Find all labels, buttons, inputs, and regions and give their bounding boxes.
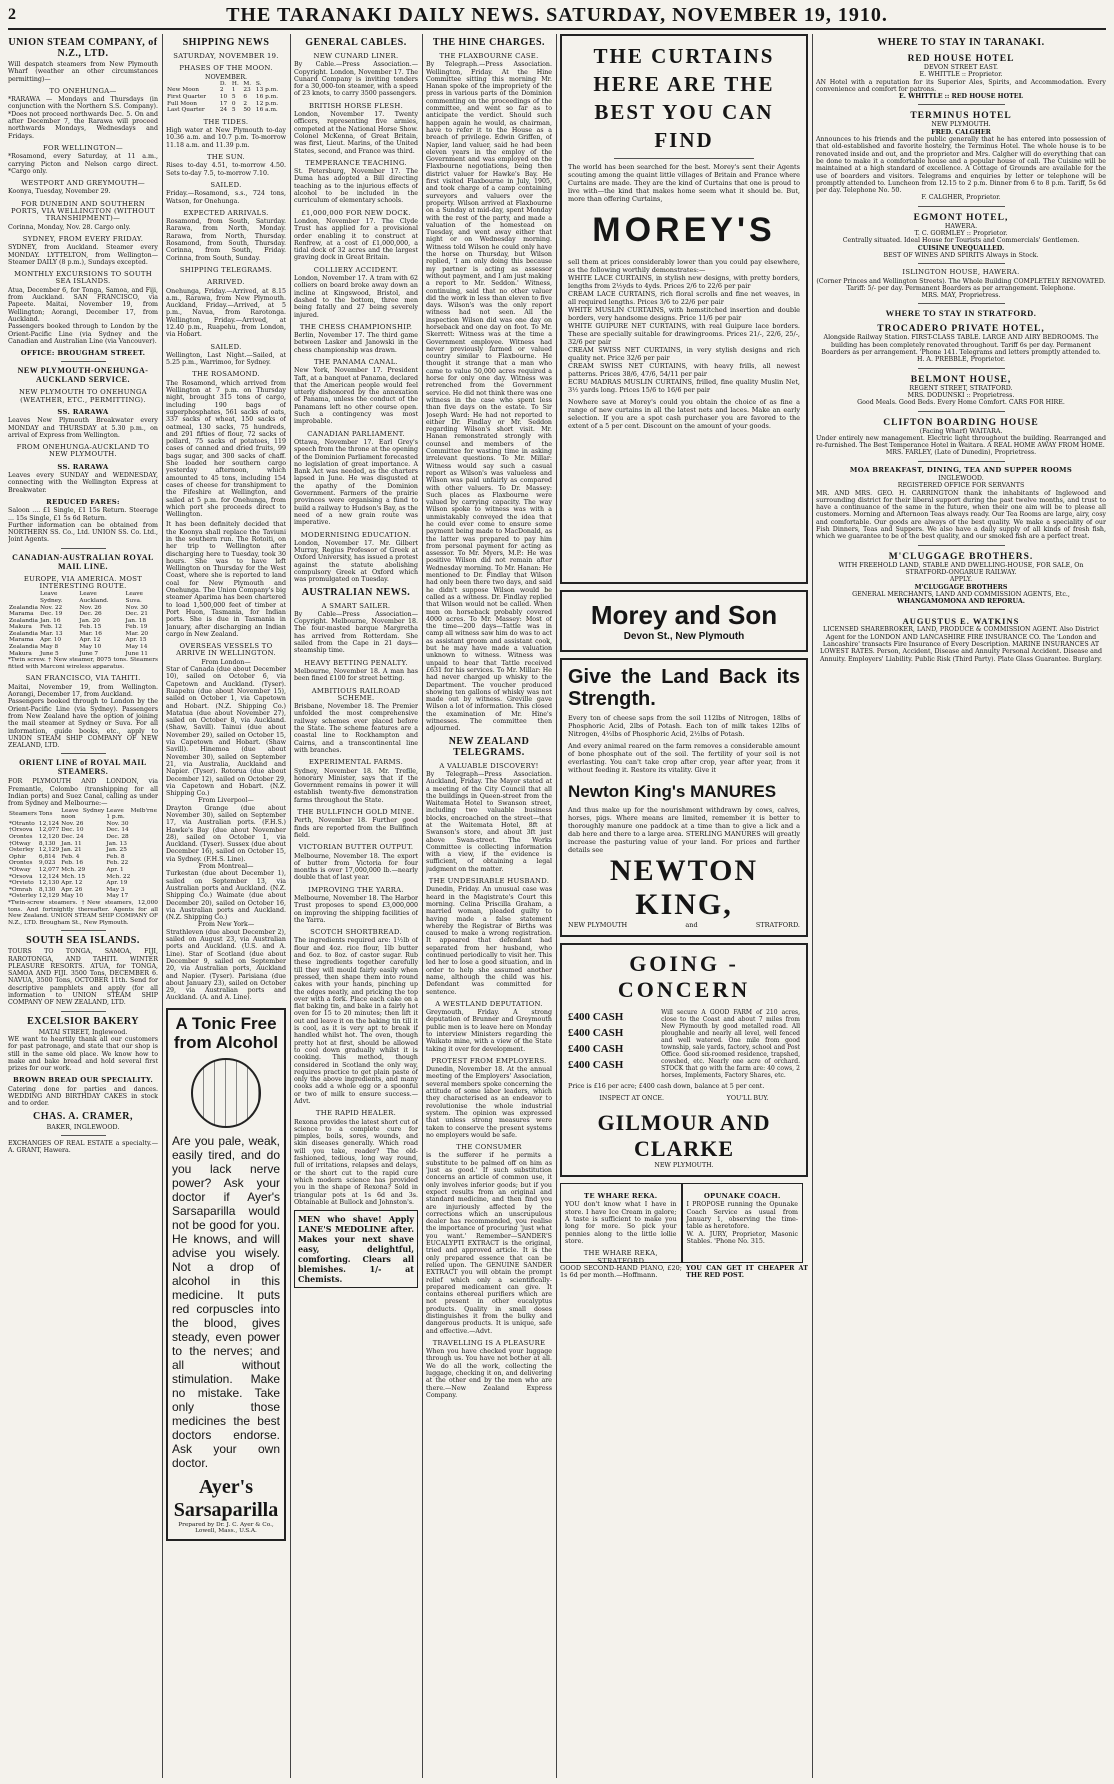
expected-heading: EXPECTED ARRIVALS. (183, 208, 269, 217)
hotel-address: NEW PLYMOUTH. (931, 121, 991, 129)
globe-icon (191, 1058, 261, 1128)
story-heading: IMPROVING THE YARRA. (308, 885, 404, 894)
story-text: Greymouth, Friday. A strong deputation of Brunner and Greymouth public men is to leave here on Monday to interview Ministers regarding the Waikato mine, with a view of the State taking it over for development. (426, 1009, 552, 1053)
watkins-text: LICENSED SHAREBROKER, LAND, PRODUCE & COMMISSION AGENT. Also District Agent for the LONDON AND LANCASHIRE FIRE INSURANCE CO. The 'London and Lancashire' transacts Fire Insurance of Every Description. MARINE INSURANCES AT LOWEST RATES. Person, Accident, Disease and Annuity Personal Accident. Disease and Annuity. Employers' Liability. Public Risk (Third Party). Plate Glass Guarantee. Burglary. (819, 626, 1103, 663)
montreal-text: Turkestan (due about December 1), sailed on September 13, via Australian ports and Auckland. (N.Z. Shipping Co.) Waimate (due about December 20), sailed on October 16, via Australian ports and Auckland. (N.Z. Shipping Co.) (166, 870, 286, 922)
whare-reka-footer: THE WHARE REKA, STRATFORD (583, 1249, 658, 1265)
page-number: 2 (8, 6, 16, 23)
sailed2-heading: SAILED. (210, 342, 242, 351)
koonya-text: It has been definitely decided that the Koonya shall replace the Taviuni in the southern run. The Rotoiti, on her trip to Wellington after discharging here to Tuesday, took 30 hours. She was to have left Wellington on Thursday for the West Coast, where she is reported to land coal for New Plymouth and Onehunga. The Union Company's big steamer Aparima has been chartered to load 1,500,000 feet of timber at Port Huon, Tasmania, for Indian ports. She is due in Tasmania in January, after discharging an Indian cargo in New Zealand. (166, 521, 286, 638)
np-ship-2: SS. RARAWA (57, 462, 109, 471)
moreys-logo: MOREY'S (592, 211, 776, 249)
nz-telegrams-title: NEW ZEALAND TELEGRAMS. (448, 735, 530, 758)
shipping-date: SATURDAY, NOVEMBER 19. (173, 52, 279, 60)
going-concern-title: GOING - CONCERN (617, 951, 751, 1003)
orient-text: FOR PLYMOUTH AND LONDON, via Fremantle, Colombo (transhipping for all Indian ports) and Suez Canal, calling as under from Sydney and Melbourne:— (8, 778, 158, 808)
wellington-text: *Rosamond, every Saturday, at 11 a.m., carrying Picton and Nelson cargo direct. *Cargo only. (8, 153, 158, 175)
table-row: Zealandia Nov. 22 Nov. 26 Nov. 30 (9, 604, 148, 611)
table-row: *Orvieto 12,130 Apr. 12 Apr. 19 (9, 880, 128, 887)
bakery-address: MATAI STREET, Inglewood. (38, 1028, 128, 1036)
newton-king-text-2: And every animal reared on the farm removes a considerable amount of bone phosphate out of the soil. The fertility of your soil is not everlasting. You can't take crop after crop, year after year, from it without feeding it. Restore its vitality. Give it (568, 742, 800, 774)
story-heading: VICTORIAN BUTTER OUTPUT. (298, 843, 414, 852)
hotel-proprietor: T. C. GORMLEY :: Proprietor. (914, 230, 1008, 238)
column-rule (556, 34, 557, 1778)
newton-king-headline: Give the Land Back its Strength. (568, 666, 800, 710)
divider (61, 930, 106, 931)
column-general-cables (294, 34, 418, 1778)
newton-king-name: NEWTON KING, (609, 854, 759, 921)
bakery-catering: Catering done for parties and dances. WEDDING AND BIRTHDAY CAKES in stock and to order. (8, 1085, 158, 1108)
list-item: CREAM SWISS NET CURTAINS, with heavy frills, all newest patterns. Prices 38/6, 47/6, 54/11 per pair (568, 362, 800, 378)
curtain-list (568, 274, 800, 394)
table-row: Last Quarter 24 5 50 16 a.m. (167, 107, 278, 114)
from-montreal: From Montreal— (198, 863, 254, 871)
hotel-name: RED HOUSE HOTEL (907, 54, 1015, 64)
table-row: New Moon 2 1 23 13 p.m. (167, 87, 279, 94)
divider (61, 1135, 106, 1136)
story-text: London, November 17. Twenty officers, representing five armies, competed at the National Horse Show. Colonel McKenna, of Great Britain, was first, Lieut. Marins, of the United States, second, and France was third. (294, 111, 418, 155)
story-text: By Cable—Press Association—Copyright. Melbourne, November 18. The four-masted barque Margretha has arrived from Rotterdam. She sailed from the Cape in 21 days—steamship time. (294, 610, 418, 655)
sun-heading: THE SUN. (206, 153, 246, 162)
moon-table (166, 81, 286, 114)
fares-heading: REDUCED FARES: (46, 497, 120, 506)
expected-text: Rosamond, from South, Saturday. Rarawa, from North, Monday. Rarawa, from North, Thursday. Rosamond, from South, Thursday. Corinna, from South, Friday. Corinna, from South, Sunday. (166, 218, 286, 262)
tides-text: High water at New Plymouth to-day 10.36 a.m. and 10.7 p.m. To-morrow 11.18 a.m. and 11.39 p.m. (166, 127, 286, 149)
office-line: OFFICE: BROUGHAM STREET. (20, 349, 146, 358)
location-label: STRATFORD. (755, 921, 800, 929)
story-text: Melbourne, November 18. A man has been fined £100 for street betting. (294, 667, 418, 683)
story-heading: THE UNDESIRABLE HUSBAND. (428, 877, 550, 886)
tea-rooms-location: INGLEWOOD. (938, 474, 984, 482)
story-text: St. Petersburg, November 17. The Duma has adopted a Bill directing teaching as to the injurious effects of alcohol to be included in the curriculum of elementary schools. (294, 168, 418, 205)
story-heading: AMBITIOUS RAILROAD SCHEME. (311, 686, 401, 702)
story-text: Rexona provides the latest short cut of science to a complete cure for pimples, boils, sores, wounds, and skin diseases generally. Which road will you take, reader? The old-fashioned, tedious, long way round, full of irritations, relapses and delays, or the short cut to the rapid cure which modern science has provided you in the shape of Rexona? Sold in triangular pots at 1s 6d and 3s. Obtainable at Bullock and Johnston's. (294, 1118, 418, 1206)
divider (918, 368, 1005, 369)
hotel-name: CLIFTON BOARDING HOUSE (883, 417, 1039, 428)
table-row: *Otway 12,077 Mch. 29 Apr. 1 (9, 866, 124, 873)
liverpool-text: Drayton Grange (due about November 30), sailed on September 17, via Australian ports. (F.H.S.) Hawke's Bay (due about November 28), sailed on October 1, via Auckland. (Tyser). Sussex (due about December 16), sailed on October 15, via Sydney. (F.H.S. Line). (166, 804, 286, 863)
story-text: Brisbane, November 18. The Premier unfolded the most comprehensive railway schemes ever placed before the State. The scheme features are a coastal line to Rockhampton and Cairns, and a transcontinental line with branches. (294, 703, 418, 754)
hotel-proprietor: E. WHITTLE :: Proprietor. (919, 71, 1003, 79)
table-header: M. (243, 80, 252, 87)
excursion-heading: MONTHLY EXCURSIONS TO SOUTH SEA ISLANDS. (14, 270, 152, 286)
hotel-address: HAWERA. (944, 222, 978, 230)
hotel-address: REGENT STREET, STRATFORD. (909, 384, 1013, 392)
divider (918, 545, 1005, 546)
table-row: Marama Dec. 19 Dec. 26 Dec. 21 (9, 611, 148, 618)
story-heading: EXPERIMENTAL FARMS. (308, 758, 404, 767)
whare-reka-title: TE WHARE REKA. (584, 1192, 658, 1201)
story-heading: BRITISH HORSE FLESH. (308, 101, 404, 110)
bakery-speciality: BROWN BREAD OUR SPECIALITY. (12, 1076, 154, 1085)
table-row: †Orsova 12,077 Dec. 10 Dec. 14 (9, 827, 129, 834)
column-rule (812, 34, 813, 1778)
table-row: Zealandia Jan. 16 Jan. 20 Jan. 18 (9, 617, 147, 624)
divider (61, 1011, 106, 1012)
newspaper-title: THE TARANAKI DAILY NEWS. SATURDAY, NOVEMBER 19, 1910. (226, 4, 888, 26)
going-concern-price: Price is £16 per acre; £400 cash down, balance at 5 per cent. (568, 1083, 765, 1091)
london-text: Star of Canada (due about December 10), sailed on October 6, via Capetown and Auckland. (Tyser). Ruapehu (due about November 15), sailed on October 1, via Capetown and Hobart. (N.Z. Shipping Co.) Matatua (due about November 27), sailed on October 8, via Auckland. (Shaw, Savill). Tainui (due about November 29), sailed on October 15, via Capetown and Hobart. (Shaw Savill). Hinemoa (due about November 30), sailed on September 21, via Australia, Auckland and Napier. (Tyser). Rotorua (due about December 12), sailed on October 29, via Capetown and Hobart. (N.Z. Shipping Co.) (166, 666, 286, 798)
table-row: *Omrah 8,130 Apr. 26 May 3 (9, 886, 125, 893)
hotel-text: Alongside Railway Station. FIRST-CLASS TABLE. LARGE AND AIRY BEDROOMS. The building has been completely renovated throughout. Tariff 6s per day. Permanent Boarders as per arrangement. 'Phone 141. Telegrams and letters promptly attended to. (821, 334, 1101, 357)
bakery-owner-address: BAKER, INGLEWOOD. (46, 1123, 120, 1131)
newton-king-text-1: Every ton of cheese saps from the soil 112lbs of Nitrogen, 18lbs of Phosphoric Acid, 2lbs of Potash. Each ton of milk takes 12lbs of Nitrogen, 4½lbs of Phosphoric Acid, 2½lbs of Potash. (568, 714, 800, 738)
hotel-text: Good Meals. Good Beds. Every Home Comfort. CARS FOR HIRE. (857, 399, 1065, 407)
bakery-title: EXCELSIOR BAKERY (27, 1015, 139, 1027)
table-row: Zealandia Mar. 13 Mar. 16 Mar. 20 (9, 630, 149, 637)
sailed-text: Friday.—Rosamond, s.s., 724 tons, Watson, for Onehunga. (166, 190, 286, 205)
ssi-text: TOURS TO TONGA, SAMOA, FIJI, RAROTONGA, AND TAHITI. WINTER PLEASURE RESORTS. ATUA, for TONGA, SAMOA AND FIJI. 3500 Tons, DECEMBER 6. NAVUA, 3500 Tons, OCTOBER 11th. Send for descriptive pamphlets and apply (for all information to UNION STEAM SHIP COMPANY OF NEW ZEALAND, LTD. (8, 948, 158, 1007)
passengers-text: Passengers booked through to London by the Orient-Pacific Line (via Sydney and the Canadian and Australian Line (via Vancouver). (8, 323, 158, 345)
divider (61, 548, 106, 549)
divider (918, 104, 1005, 105)
newton-king-locations (568, 922, 800, 929)
story-heading: THE RAPID HEALER. (315, 1109, 397, 1118)
hotel-proprietor: FRED. CALGHER (931, 128, 991, 136)
excursion-text: Atua, December 6, for Tonga, Samoa, and Fiji, from Auckland. SAN FRANCISCO, via Papeete. Maitai, November 19, from Wellington; Aorangi, December 17, from Auckland. (8, 286, 158, 323)
list-item: WHITE MUSLIN CURTAINS, with hemstitched insertion and double borders, very handsome designs. Price 11/6 per pair (568, 306, 800, 322)
going-concern-ad (560, 943, 808, 1177)
canadian-heading: EUROPE, VIA AMERICA. MOST INTERESTING ROUTE. (23, 574, 143, 591)
arrived-heading: ARRIVED. (207, 278, 245, 287)
list-item: WHITE GUIPURE NET CURTAINS, with real Guipure lace borders. These are specially suitable for drawingrooms. Prices 21/-, 22/6, 25/-, 32/6 per pair (568, 322, 800, 346)
story-text: Dunedin, Friday. An unusual case was heard in the Magistrate's Court this morning. Celina Priscilla Graham, a married woman, pleaded guilty to having made a false statement whereby the Registrar of Births was caused to make a wrong registration. It appeared that defendant had separated from her husband, who continued periodically to visit her. This led her to lose a good situation, and in order to help she assumed another name, although the child was his. Defendant was committed for sentence. (426, 886, 552, 996)
general-cables-title: GENERAL CABLES. (305, 37, 407, 48)
hotel-text: Centrally situated. Ideal House for Tourists and Commercials' Gentlemen. (842, 237, 1080, 245)
table-header: Leave Melb'rne 1 p.m. (106, 807, 157, 821)
rosamond-heading: THE ROSAMOND. (192, 370, 260, 379)
story-text: New York, November 17. President Taft, at a banquet at Panama, declared that the American people would feel utterly dishonored by the annexation of Panama, unless the conduct of the Panamans left no other course open. Such a contingency was most improbable. (294, 367, 418, 426)
list-item: CREAM LACE CURTAINS, rich floral scrolls and fine net weaves, in all required lengths. Prices 3/6 to 22/6 per pair (568, 290, 800, 306)
story-text: By Cable.—Press Association.—Copyright. London, November 17. The Cunard Company is inviting tenders for a 30,000-ton steamer, with a speed of 23 knots, to carry 3500 passengers. (294, 61, 418, 98)
np-heading-2: FROM ONEHUNGA-AUCKLAND TO NEW PLYMOUTH. (16, 443, 150, 459)
mccluggage-name: M'CLUGGAGE BROTHERS (914, 583, 1008, 591)
divider (918, 411, 1005, 412)
opunake-text: I PROPOSE running the Opunake Coach Service as usual from January 1, observing the time-table as heretofore. (686, 1201, 799, 1231)
usc-intro: Will despatch steamers from New Plymouth Wharf (weather an other circumstances permitting)— (8, 61, 158, 83)
table-header: Leave Sydney noon (61, 807, 105, 821)
table-header: Steamers (9, 810, 37, 817)
table-row: Osterley 12,129 Jan. 21 Jan. 25 (9, 847, 127, 854)
hotel-name: TROCADERO PRIVATE HOTEL, (877, 324, 1045, 335)
gilmour-clarke-name: GILMOUR AND CLARKE (597, 1109, 771, 1161)
column-rule (290, 34, 291, 1778)
np-heading-1: NEW PLYMOUTH TO ONEHUNGA (WEATHER, ETC., PERMITTING). (19, 388, 147, 404)
curtains-outro: Nowhere save at Morey's could you obtain the choice of as fine a range of new curtains in all the latest nets and laces. Make an early selection. If you are a spot cash purchaser you are favored to the extent of a 5 per cent. Discount on the amount of your goods. (568, 398, 800, 430)
orient-notes: *Twin-screw steamers. †New steamers, 12,000 tons. And fortnightly thereafter. Agents for all New Zealand. UNION STEAM SHIP COMPANY OF N.Z., LTD. Brougham St., New Plymouth. (8, 899, 158, 926)
australian-news-title: AUSTRALIAN NEWS. (301, 586, 411, 598)
opunake-coach-ad (682, 1183, 804, 1263)
cash-line: £400 CASH (568, 1011, 624, 1024)
table-header: D. (219, 80, 227, 87)
newyork-text: Strathleven (due about December 2), sailed on August 23, via Australian ports and Auckland. (U.S. and A. Line). Star of Scotland (due about December 9, sailed on September 20, via Australian ports, Auckland and Napier. (Tyser). Parisiana (due about January 23), sailed on October 29, via Australian ports and Auckland. (A. and A. Line). (166, 928, 286, 1002)
story-heading: PROTEST FROM EMPLOYERS. (431, 1056, 547, 1065)
divider (918, 303, 1005, 304)
opunake-title: OPUNAKE COACH. (703, 1192, 781, 1201)
lanes-medoline-ad: MEN who shave! Apply LANE'S MEDOLINE after. Makes your next shave easy, delightful, comforting. Clears all blemishes. 1/- at Chemists. (294, 1210, 418, 1288)
np-text-1: Leaves New Plymouth Breakwater every MONDAY and THURSDAY at 5.30 p.m., on arrival of Express from Wellington. (8, 417, 158, 439)
cash-line: £400 CASH (568, 1059, 624, 1072)
story-text: When you have checked your luggage through us. You have not bother at all. We do all the work, collecting the luggage, checking it on, and delivering at the other end by the men who are there.—New Zealand Express Company. (426, 1348, 552, 1399)
going-concern-text: Will secure A GOOD FARM of 210 acres, close to the Coast and about 7 miles from New Plymouth by good metalled road. All ploughable and nearly all level, well fenced and well watered. One mile from good township, sale yards, factory, school and Post Office. Good six-roomed residence, trapshed, cowshed, etc. Nearly one acre of orchard. STOCK that go with the farm are: 40 cows, 2 horses, Implements, Factory Shares, etc. (661, 1009, 800, 1080)
exchanges-ad: EXCHANGES OF REAL ESTATE a specialty.—A. GRANT, Hawera. (8, 1139, 158, 1155)
hotel-cuisine: CUISINE UNEQUALLED. (917, 244, 1005, 252)
story-text: Melbourne, November 18. The export of butter from Victoria for four months is over 17,000,000 lb.—nearly double that of last year. (294, 852, 418, 882)
column-shipping-news (166, 34, 286, 1778)
orient-schedule (8, 808, 158, 900)
story-text: The ingredients required are: 1½lb of flour and 4oz. rice flour, 1lb butter and 6oz. to 8oz. of castor sugar. Rub these ingredients together carefully till they will mould fairly easily when pressed, then shape them into round cakes with your hands, pinching up the edges neatly, and pricking the top over with a fork. Place each cake on a flat baking tin, and bake in a fairly hot oven for 15 to 20 minutes; then lift it out and leave it on the baking tin till it is cool, as it is very apt to break if handled whilst hot. The oven, though pretty hot at first, should be allowed to cool down gradually whilst it is cooking. This method, though considered in Scotland the only way, requires practice to get plain paste of only the above ingredients, and many cooks add a whole egg or a spoonful or two of milk to ensure success.—Advt. (294, 937, 418, 1105)
hotel-address: (Facing Wharf) WAITARA. (919, 427, 1003, 435)
watkins-title: AUGUSTUS E. WATKINS (902, 616, 1020, 627)
column-display-ads (560, 34, 808, 1778)
inspect-label: INSPECT AT ONCE. (599, 1094, 664, 1102)
divider (614, 158, 753, 159)
table-row: †Otway 8,130 Jan. 11 Jan. 13 (9, 840, 127, 847)
hotel-name: ISLINGTON HOUSE, HAWERA. (902, 268, 1020, 277)
story-heading: A SMART SAILER. (321, 601, 391, 610)
red-post-ad: YOU CAN GET IT CHEAPER AT THE RED POST. (686, 1264, 808, 1280)
story-heading: £1,000,000 FOR NEW DOCK. (301, 208, 411, 217)
moreys-curtains-ad (560, 34, 808, 584)
bakery-text: WE want to heartily thank all our customers for past patronage, and state that our shop is still in the same old place. We know how to make and bake bread and hold several first prizes for our work. (8, 1035, 158, 1073)
table-row: Orontes 9,023 Feb. 16 Feb. 22 (9, 860, 129, 867)
location-and: and (685, 921, 698, 929)
hotel-name: EGMONT HOTEL, (913, 212, 1009, 223)
opunake-footer: W. A. JURY, Proprietor, Masonic Stables. 'Phone No. 315. (686, 1230, 799, 1245)
rosamond-text: The Rosamond, which arrived from Wellington at 7 p.m. on Thursday night, brought 315 tons of cargo, including 190 bags of superphosphates, 561 sacks of oats, 337 sacks of wheat, 150 sacks of oatmeal, 130 sacks, 75 hundreds, and 291 fifties of flour, 72 sacks of pollard, 75 sacks of potatoes, 119 cases of canned and dried fruits, 99 bags sugar, and 300 sacks of chaff. She loaded her southern cargo yesterday afternoon, which amounted to 45 tons, including 154 cases of cheese for transhipment to the Fifeshire at Wellington, and sailed at 5 p.m. for Onehunga, from which port she proceeds direct to Wellington. (166, 379, 286, 519)
moon-month: NOVEMBER. (204, 73, 248, 81)
fares-footer: Further information can be obtained from NORTHERN SS. Co., Ltd. UNION SS. Co. Ltd., Joint Agents. (8, 521, 158, 544)
tea-rooms-registered: REGISTERED OFFICE FOR SERVANTS (897, 482, 1025, 490)
onehunga-heading: TO ONEHUNGA— (49, 86, 117, 95)
hotel-footer: E. WHITTLE :: RED HOUSE HOTEL (898, 93, 1024, 101)
column-rule (422, 34, 423, 1778)
story-text: Perth, November 18. Further good finds are reported from the Bullfinch field. (294, 817, 418, 839)
canadian-schedule (8, 591, 158, 657)
newton-king-manures: Newton King's MANURES (568, 782, 777, 801)
newton-king-ad (560, 658, 808, 937)
table-header: Leave Sydney. (39, 591, 63, 604)
column-hine-charges (426, 34, 552, 1778)
ayers-title: A Tonic Free from Alcohol (173, 1013, 279, 1052)
divider (918, 609, 1005, 610)
sydney-heading: SYDNEY, FROM EVERY FRIDAY. (22, 234, 144, 243)
ayers-body: Are you pale, weak, easily tired, and do you lack nerve power? Ask your doctor if Ayer's Sarsaparilla would not be good for you. He knows, and will advise you wisely. Not a drop of alcohol in this medicine. It puts red corpuscles into the blood, gives steady, even power to the nerves; and all without stimulation. Make no mistake. Take only those medicines the best doctors endorse. Ask your own doctor. (172, 1133, 280, 1470)
table-header: Leave Auckland. (79, 591, 109, 604)
story-text: Dunedin, November 18. At the annual meeting of the Employers' Association, several members spoke concerning the attitude of some labor leaders, which they characterised as an endeavor to revolutionise the whole industrial system. The opinion was expressed that unless strong measures were taken to conserve the present systems no employers would be safe. (426, 1066, 552, 1139)
story-heading: A WESTLAND DEPUTATION. (435, 999, 543, 1008)
story-heading: HEAVY BETTING PENALTY. (304, 658, 408, 667)
mccluggage-title: M'CLUGGAGE BROTHERS. (888, 551, 1034, 562)
hotel-wines: BEST OF WINES AND SPIRITS Always in Stock. (883, 251, 1039, 259)
cash-line: £400 CASH (568, 1027, 624, 1040)
westport-text: Koonya, Tuesday, November 29. (8, 188, 111, 196)
divider (918, 206, 1005, 207)
curtains-intro: The world has been searched for the best. Morey's sent their Agents scouting among the quaint little villages of Britain and France where Curtains are made. They are the kind of Curtains that one is proud to live with—the kind that makes home seem what it should be. But, more than offering Curtains, (568, 163, 800, 203)
from-new-york: From New York— (197, 921, 255, 929)
cash-line: £400 CASH (568, 1043, 624, 1056)
hine-charges-title: THE HINE CHARGES. (432, 37, 546, 48)
stratford-title: WHERE TO STAY IN STRATFORD. (885, 308, 1037, 319)
hotel-proprietor: MRS. MAY, Proprietress. (921, 292, 1001, 300)
story-heading: MODERNISING EDUCATION. (300, 530, 412, 539)
sf-heading: SAN FRANCISCO, VIA TAHITI. (25, 674, 141, 683)
hotel-proprietor: MRS. FARLEY, (Late of Dunedin), Proprietress. (885, 449, 1037, 457)
table-header: H. (231, 80, 239, 87)
table-row: Full Moon 17 0 2 12 p.m. (167, 100, 279, 107)
morey-and-son-title: Morey and Son (590, 600, 778, 630)
morey-and-son-address: Devon St., New Plymouth (623, 631, 745, 642)
masthead (8, 4, 1106, 30)
hotel-text: (Corner Princes and Wellington Streets). The Whole Building COMPLETELY RENOVATED. Tariff: 5/- per day. Permanent Boarders as per arrangement. Telephone. (816, 277, 1106, 292)
hotel-text: Under entirely new management. Electric light throughout the building. Rearranged and re-furnished. The Best Temperance Hotel in Waitara. A REAL HOME AWAY FROM HOME. (816, 434, 1106, 450)
moon-heading: PHASES OF THE MOON. (179, 64, 273, 73)
np-ship-1: SS. RARAWA (57, 407, 109, 416)
fares-text: Saloon .... £1 Single, £1 15s Return. Steerage ... 15s Single, £1 5s 6d Return. (8, 507, 158, 522)
story-heading: THE PANAMA CANAL. (313, 357, 399, 366)
story-text: Ottawa, November 17. Earl Grey's speech from the throne at the opening of the Dominion Parliament forecasted no legislation of great importance. A Bank Act was needed, as the charters lapsed in June. He was disgusted at the apathy of the Dominion Government. Farmers of the prairie provinces were organising a fund to build a railway to Hudson's Bay, as the need of a new grain route was imperative. (294, 438, 418, 527)
ayers-footer: Prepared by Dr. J. C. Ayer & Co., Lowell, Mass., U.S.A. (178, 1521, 274, 1535)
wellington-heading: FOR WELLINGTON— (43, 143, 123, 152)
hotel-name: TERMINUS HOTEL (910, 111, 1012, 122)
story-heading: TEMPERANCE TEACHING. (305, 158, 407, 167)
canadian-title: CANADIAN-AUSTRALIAN ROYAL MAIL LINE. (12, 552, 154, 571)
divider (61, 753, 106, 754)
np-text-2: Leaves every SUNDAY and WEDNESDAY, connecting with the Wellington Express at Breakwater. (8, 472, 158, 494)
column-rule (162, 34, 163, 1778)
table-header: Leave Suva. (125, 591, 143, 604)
list-item: WHITE LACE CURTAINS, in stylish new designs, with pretty borders, lengths from 2½yds to 4yds. Prices 2/6 to 22/6 per pair (568, 274, 800, 290)
location-label: NEW PLYMOUTH (568, 921, 628, 929)
table-row: Makura Feb. 12 Feb. 15 Feb. 19 (9, 624, 148, 631)
column-shipping-ads (8, 34, 158, 1778)
hotel-proprietor: H. A. PREBBLE, Proprietor. (916, 356, 1006, 364)
whare-reka-ad (560, 1183, 682, 1263)
table-row: Marama Apr. 10 Apr. 12 Apr. 15 (9, 637, 147, 644)
shipping-news-title: SHIPPING NEWS (182, 37, 270, 48)
mccluggage-jobs: GENERAL MERCHANTS, LAND AND COMMISSION AGENTS, Etc., (852, 590, 1070, 598)
sailed2-text: Wellington, Last Night.—Sailed, at 5.25 p.m., Warrimoo, for Sydney. (166, 351, 286, 367)
story-text: Sydney, November 18. Mr. Treflle, honorary Minister, says that if the Government remains in power it will establish twenty-five demonstration farms throughout the State. (294, 767, 418, 804)
dunedin-heading: FOR DUNEDIN AND SOUTHERN PORTS, VIA WELLINGTON (WITHOUT TRANSHIPMENT)— (11, 199, 155, 223)
story-heading: THE BULLFINCH GOLD MINE. (297, 808, 415, 817)
hotel-text: AN Hotel with a reputation for its Superior Ales, Spirits, and Accommodation. Every convenience and comfort for patrons. (816, 78, 1106, 93)
sf-text: Maitai, November 19, from Wellington. Aorangi, December 17, from Auckland. (8, 683, 158, 699)
tea-rooms-title: MOA BREAKFAST, DINING, TEA AND SUPPER ROOMS (849, 465, 1073, 474)
hotel-footer: F. CALGHER, Proprietor. (921, 194, 1001, 202)
sf-passengers: Passengers booked through to London by the Orient-Pacific Line (via Sydney). Passengers from New Zealand have the option of joining the mail steamer at Sydney or Suva. For all information, guide books, etc., apply to UNION STEAM SHIP COMPANY OF NEW ZEALAND, LTD. (8, 698, 158, 750)
table-row: *Orsova 12,124 Mch. 15 Mch. 22 (9, 873, 131, 880)
divider (918, 461, 1005, 462)
story-heading: TRAVELLING IS A PLEASURE (432, 1338, 546, 1347)
ayers-ad (166, 1008, 286, 1541)
hotel-address: DEVON STREET EAST. (923, 64, 999, 71)
story-heading: A VALUABLE DISCOVERY! (439, 761, 539, 770)
hotel-name: BELMONT HOUSE, (910, 374, 1012, 385)
story-heading: THE FLAXBOURNE CASE. (439, 52, 539, 60)
orient-title: ORIENT LINE of ROYAL MAIL STEAMERS. (19, 758, 147, 777)
divider (61, 361, 106, 362)
telegrams-heading: SHIPPING TELEGRAMS. (179, 265, 273, 274)
newton-king-text-3: And thus make up for the nourishment withdrawn by cows, calves, horses, pigs. Where means are limited, remember it is better to thoroughly manure one paddock at a time than to give a lick and a dab here and there to a large area. STERLING MANURES will greatly increase the pasturing value of your land. For prices and further details see (568, 806, 800, 854)
where-to-stay-title: WHERE TO STAY IN TARANAKI. (877, 37, 1045, 48)
gilmour-clarke-location: NEW PLYMOUTH. (654, 1161, 714, 1169)
westport-heading: WESTPORT AND GREYMOUTH— (21, 179, 145, 188)
ayers-brand: Ayer's Sarsaparilla (173, 1475, 279, 1521)
tea-rooms-text: MR. AND MRS. GEO. H. CARRINGTON thank the inhabitants of Inglewood and surrounding district for their liberal support during the past twelve months, and trust to have a continuance of the same in the future, when their one aim will be to please all customers. Morning and Afternoon Teas always ready. Our Tea Rooms are large, airy, cosy and comfortable. Our goods are always of the best quality. We make a speciality of our Fish Dinners, Teas and Suppers. We also have a daily supply of all kinds of fresh fish, which we guarantee to be of the best quality, and our smoked fish are a perfect treat. (816, 489, 1106, 541)
hotel-proprietor: MRS. DODUNSKI :: Proprietress. (907, 391, 1015, 399)
piano-ad: GOOD SECOND-HAND PIANO, £20; 1s 6d per month.—Hoffmann. (560, 1264, 682, 1280)
from-liverpool: From Liverpool— (198, 797, 254, 805)
story-text: is the sufferer if he permits a substitute to be palmed off on him as 'just as good.' If such substitution concerns an article of common use, it only involves inferior goods; but if you expect results from an original and standard medicine, and then find you are injuriously affected by the corrections which an unscrupulous dealer has recommended, you realise the importance of procuring 'just what you want.' Remember—SANDER'S EUCALYPTI EXTRACT is the original, tried and approved article. It is the only prepared essence that can be relied upon. The GENUINE SANDER EXTRACT you will obtain the prompt relief which only a scientifically-prepared medicament can give. It contains ethereal purifiers which are not present in other eucalyptus products. Quality in small doses distinguishes it from the bulky and dangerous products. It is unique, safe and effective.—Advt. (426, 1152, 552, 1335)
curtains-sub: sell them at prices considerably lower than you could pay elsewhere, as the following worthily demonstrates:— (568, 258, 800, 274)
table-header: S. (255, 80, 262, 87)
story-heading: NEW CUNARD LINER. (313, 52, 399, 60)
arrived-text: Onehunga, Friday.—Arrived, at 8.15 a.m., Rarawa, from New Plymouth. Auckland, Friday.—Arrived, at 5 p.m., Navua, from Rarotonga. Wellington, Friday.—Arrived, at 12.40 p.m., Ruapehu, from London, via Hobart. (166, 287, 286, 339)
onehunga-text: *RARAWA — Mondays and Thursdays (in conjunction with the Northern S.S. Company). *Does not proceed northwards Dec. 5. On and after December 7, the Rarawa will proceed northwards Mondays, Wednesdays and Fridays. (8, 96, 158, 140)
whare-reka-text: YOU don't know what I have in store. I have Ice Cream in galore; A taste is sufficient to make you long for more. So pick your pennies along to the little lollie store. (565, 1201, 677, 1245)
sailed-heading: SAILED. (210, 180, 242, 189)
story-heading: SCOTCH SHORTBREAD. (310, 928, 402, 937)
buy-label: YOU'LL BUY. (726, 1094, 769, 1102)
usc-title: UNION STEAM COMPANY, of N.Z., LTD. (8, 37, 158, 59)
table-row: Makura June 5 June 7 June 11 (9, 650, 148, 657)
story-text: By Telegraph.—Press Association. Wellington, Friday. At the Hine Committee sitting this morning Mr. Hanan spoke of the impropriety of the press in various parts of the Dominion commenting on the proceedings of the committee, and went so far as to anticipate the verdict. Should such happen again he would, as chairman, have to refer it to the House as a breach of privilege. Edwin Griffen, of Napier, land valuer, said he had been eleven years in the employ of the Government and was employed on the Flaxbourne negotiations, being then district valuer for Hawke's Bay. He first visited Flaxbourne in July, 1905, and took charge of a camp containing surveyors and valuers over the property. Wilson arrived at Flaxbourne on a Sunday at mid-day, spent Monday with the rest of the party, and made a valuation of the homestead on Tuesday, and went away either that night or on Wednesday morning. Witness told Wilson he could only have the horse on Thursday, but Wilson replied, 'I am only doing this because my partner is acting as assessor without payment, and I am just making a report to Mr. Seddon.' Witness, continuing, said that no other valuer did the work in less than eleven to five days. Wilson's was the only report witness had not seen. All the inspection Wilson did was one day on horseback and one day on foot. To Mr. Skerrett: Witness was at the time a Government employee. Witness had never previously farmed or valued country similar to Flaxbourne. He thought it strange that a man who came to value 50,000 acres required a horse for only one day. Witness was retrenched from the Government service. He did not think there was one witness in the case who spent less than five days on the estate. To Sir Joseph Ward: He had not reported to either Dr. Findlay or Mr. Seddon regarding Wilson's short visit. Mr. Hanan remonstrated strongly with counsel and members of the Committee for wasting time in asking irrelevant questions. To Mr. Millar: Witness would say such a casual report as Wilson's was valueless and Wilson was paid unfairly as compared with other valuers. To Dr. Massey: Such places as Flaxbourne were valued by carrying capacity. The way Wilson spoke to witness was with a unmistakably conveyed the idea that he could ever come to ensure some payment being made to MacDonald, as the latter was prepared to pay him from personal payment for acting as assessor. To Mr. Myers, M.P.: He was positive Wilson did not remain after Wednesday morning. To Mr. Hanan: He mentioned to Dr. Findlay that Wilson had only been there two days, and said he didn't suppose Wilson would be called as a witness. Dr. Findlay replied that Wilson would not be called. When men on horseback probably covered 4000 acres. To Mr. Massey: Most of the time—200 days—Tattle was in camp all witness saw him do was to act as assistant groom and assistant cook, but he may have made a valuation unknown to witness. Witness was unpaid to hear that Tattle received £631 for his services. To Mr. Millar: He had never charged up whisky to the Department. The voucher produced showing ten gallons of whisky was not made out by witness. Greville gave Wilson a lot of information. This closed the examination of Mr. Hine's witnesses. The committee then adjourned. (426, 61, 552, 733)
story-heading: THE CONSUMER (456, 1143, 522, 1152)
table-row: Ophir 6,814 Feb. 4 Feb. 8 (9, 853, 125, 860)
story-heading: THE CHESS CHAMPIONSHIP. (299, 322, 413, 331)
overseas-heading: OVERSEAS VESSELS TO ARRIVE IN WELLINGTON. (176, 642, 276, 658)
table-row: First Quarter 10 5 6 16 p.m. (167, 94, 279, 101)
sun-text: Rises to-day 4.51, to-morrow 4.50. Sets to-day 7.5, to-morrow 7.10. (166, 162, 286, 177)
mccluggage-locations: WHANGAMOMONA AND REPORUA. (897, 598, 1025, 606)
column-where-to-stay (816, 34, 1106, 1778)
table-row: Zealandia May 8 May 10 May 14 (9, 644, 148, 651)
ssi-title: SOUTH SEA ISLANDS. (26, 935, 140, 947)
story-text: London, November 17. The Clyde Trust has applied for a provisional order enabling it to construct at Renfrew, at a cost of £1,000,000, a tidal dock of 32 acres and the largest graving dock in Great Britain. (294, 217, 418, 262)
curtains-headline: THE CURTAINS HERE ARE THE BEST YOU CAN FIND (593, 44, 775, 152)
list-item: CREAM SWISS NET CURTAINS, in very stylish designs and rich quality net. Price 32/6 per pair (568, 346, 800, 362)
tides-heading: THE TIDES. (203, 117, 249, 126)
mccluggage-text: WITH FREEHOLD LAND, STABLE AND DWELLING-HOUSE, FOR SALE, On STRATFORD-ONGARUE RAILWAY. (838, 561, 1084, 576)
canadian-notes: *Twin screw. † New steamer, 8075 tons. Steamers fitted with Marconi wireless apparatus. (8, 657, 158, 670)
story-heading: COLLIERY ACCIDENT. (313, 265, 399, 274)
story-text: By Telegraph—Press Association. Auckland, Friday. The Mayor stated at a meeting of the City Council that all the buildings in Queen-street from the Waitemata Hotel to Swanson street, including two valuable business blocks, encroached on the street—that at the Waitemata Hotel, 8ft at Swanson's store, and about 3ft just above Swan-street. The Works Committee is collecting information with a view, if the evidence is sufficient, of obtaining a legal judgment on the matter. (426, 770, 552, 873)
hotel-text: Announces to his friends and the public generally that he has entered into possession of that old-established and favorite hostelry, the Terminus Hotel. The whole house is to be renovated inside and out, and the proprietor and Mrs. Calgher will do everything that can be done to make it a comfortable house and a popular house of call. The Cuisine will be maintained at a high standard of excellence. A Cottage of Grounds are available for the use of boarders and visitors. Telegrams and enquiries by letter or telephone will be promptly attended to. Luncheon from 12.15 to 2 p.m. Dinner from 6 to 8 p.m. Tariff, 5s 6d per day. Telephone No. 50. (816, 136, 1106, 195)
story-text: London, November 17. A tram with 62 colliers on board broke away down an incline at Kingswood, Bristol, and dashed to the bottom, three men being fatally and 27 being severely injured. (294, 275, 418, 319)
mccluggage-apply: APPLY. (949, 576, 973, 584)
table-row: *Osterley 12,129 May 10 May 17 (9, 893, 129, 900)
divider (918, 263, 1005, 264)
bakery-owner: CHAS. A. CRAMER, (33, 1110, 133, 1122)
np-service-title: NEW PLYMOUTH-ONEHUNGA-AUCKLAND SERVICE. (17, 366, 149, 385)
morey-and-son-ad (560, 590, 808, 652)
story-text: London, November 17. Mr. Gilbert Murray, Regius Professor of Greek at Oxford University, has issued a protest against the statute abolishing compulsory Greek at Oxford which was promulgated on Tuesday. (294, 539, 418, 584)
story-text: Berlin, November 17. The third game between Lasker and Janowski in the chess championship was drawn. (294, 332, 418, 354)
table-row: Orontes 12,120 Dec. 24 Dec. 28 (9, 833, 129, 840)
table-row: *Otranto 12,124 Nov. 26 Nov. 30 (9, 820, 129, 827)
dunedin-text: Corinna, Monday, Nov. 28. Cargo only. (8, 223, 131, 231)
from-london: From London— (201, 658, 251, 666)
list-item: ECRU MADRAS MUSLIN CURTAINS, frilled, fine quality Muslin Net, 3½ yards long. Prices 15/6 to 16/6 per pair (568, 378, 800, 394)
story-text: Melbourne, November 18. The Harbor Trust proposes to spend £3,000,000 on improving the shipping facilities of the Yarra. (294, 894, 418, 924)
sydney-text: SYDNEY, from Auckland. Steamer every MONDAY. LYTTELTON, from Wellington—Steamer DAILY (8 p.m.), Sundays excepted. (8, 244, 158, 266)
table-header: Tons (38, 810, 53, 817)
story-heading: CANADIAN PARLIAMENT. (307, 429, 405, 438)
